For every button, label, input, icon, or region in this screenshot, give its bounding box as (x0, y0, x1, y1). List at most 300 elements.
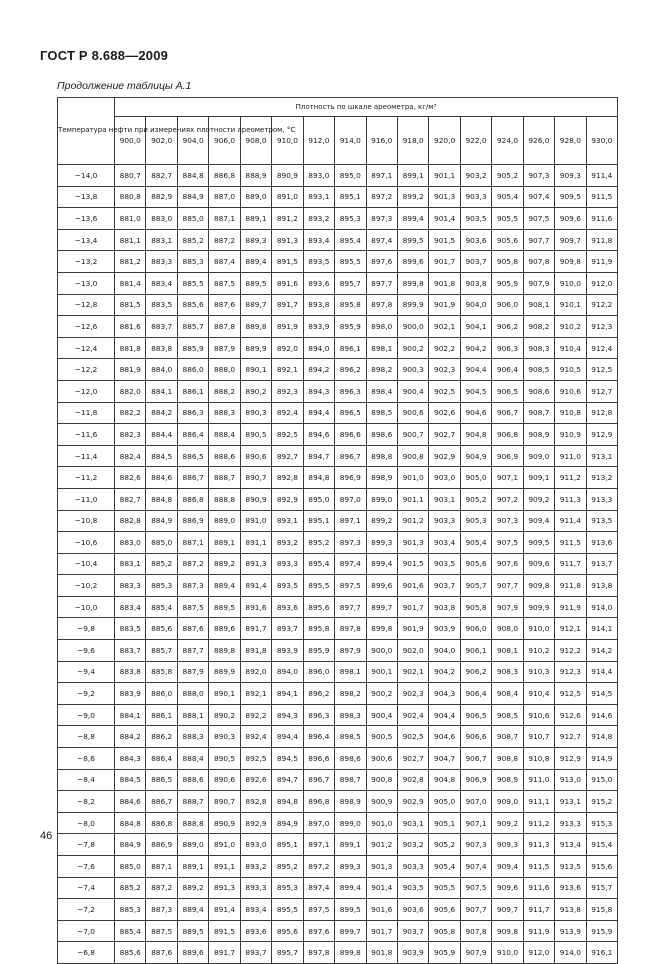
density-cell: 915,3 (586, 812, 617, 834)
density-cell: 915,9 (586, 920, 617, 942)
density-cell: 908,8 (492, 748, 523, 770)
density-cell: 885,6 (177, 294, 208, 316)
density-cell: 913,1 (586, 445, 617, 467)
density-cell: 906,6 (460, 726, 491, 748)
density-cell: 905,3 (460, 510, 491, 532)
density-cell: 900,7 (397, 424, 428, 446)
density-cell: 883,7 (115, 640, 146, 662)
density-cell: 883,5 (146, 294, 177, 316)
density-cell: 890,9 (209, 812, 240, 834)
density-cell: 914,5 (586, 683, 617, 705)
density-cell: 913,0 (555, 769, 586, 791)
density-cell: 909,2 (492, 812, 523, 834)
density-cell: 912,1 (555, 618, 586, 640)
density-cell: 889,2 (209, 553, 240, 575)
density-cell: 897,2 (366, 186, 397, 208)
density-cell: 899,8 (335, 942, 366, 964)
density-cell: 885,5 (177, 272, 208, 294)
density-cell: 891,1 (240, 532, 271, 554)
density-cell: 911,8 (555, 575, 586, 597)
density-cell: 895,5 (303, 575, 334, 597)
density-cell: 891,1 (209, 856, 240, 878)
density-cell: 894,8 (303, 467, 334, 489)
density-cell: 904,2 (429, 661, 460, 683)
density-cell: 895,8 (335, 294, 366, 316)
table-row (58, 575, 618, 597)
density-cell: 911,2 (555, 467, 586, 489)
density-cell: 904,2 (460, 337, 491, 359)
density-cell: 909,3 (492, 834, 523, 856)
density-cell: 909,1 (523, 467, 554, 489)
density-cell: 897,1 (303, 834, 334, 856)
density-cell: 897,4 (366, 229, 397, 251)
density-cell: 892,5 (272, 424, 303, 446)
density-cell: 912,3 (586, 316, 617, 338)
table-row (58, 769, 618, 791)
density-cell: 913,9 (555, 920, 586, 942)
density-cell: 892,2 (240, 704, 271, 726)
density-cell: 906,9 (492, 445, 523, 467)
density-cell: 903,1 (429, 488, 460, 510)
density-cell: 900,6 (397, 402, 428, 424)
density-cell: 887,6 (146, 942, 177, 964)
density-cell: 885,2 (177, 229, 208, 251)
density-cell: 915,6 (586, 856, 617, 878)
density-cell: 895,2 (303, 532, 334, 554)
density-cell: 903,3 (429, 510, 460, 532)
density-cell: 896,9 (335, 467, 366, 489)
density-cell: 892,0 (240, 661, 271, 683)
density-cell: 907,5 (523, 208, 554, 230)
density-cell: 887,4 (209, 251, 240, 273)
density-cell: 893,6 (303, 272, 334, 294)
density-column-header: 922,0 (460, 117, 491, 165)
density-cell: 889,5 (177, 920, 208, 942)
density-cell: 895,5 (335, 251, 366, 273)
density-cell: 910,6 (523, 704, 554, 726)
density-cell: 889,5 (209, 596, 240, 618)
density-cell: 885,3 (146, 575, 177, 597)
density-cell: 895,0 (303, 488, 334, 510)
density-cell: 904,8 (429, 769, 460, 791)
density-cell: 886,4 (146, 748, 177, 770)
density-cell: 893,7 (240, 942, 271, 964)
density-cell: 905,8 (429, 920, 460, 942)
density-column-header: 900,0 (115, 117, 146, 165)
density-cell: 891,6 (272, 272, 303, 294)
density-cell: 911,9 (586, 251, 617, 273)
density-cell: 911,1 (523, 791, 554, 813)
density-cell: 897,9 (335, 640, 366, 662)
density-cell: 890,2 (209, 704, 240, 726)
density-cell: 901,8 (429, 272, 460, 294)
density-cell: 899,0 (366, 488, 397, 510)
density-cell: 898,6 (366, 424, 397, 446)
density-cell: 901,2 (397, 510, 428, 532)
density-cell: 899,3 (366, 532, 397, 554)
temperature-cell: −9,4 (58, 661, 115, 683)
density-cell: 902,9 (429, 445, 460, 467)
density-cell: 902,0 (397, 640, 428, 662)
density-cell: 907,8 (523, 251, 554, 273)
density-cell: 894,0 (272, 661, 303, 683)
density-cell: 893,9 (303, 316, 334, 338)
density-cell: 889,1 (177, 856, 208, 878)
density-cell: 886,7 (146, 791, 177, 813)
density-cell: 896,4 (303, 726, 334, 748)
table-row (58, 359, 618, 381)
density-cell: 883,3 (115, 575, 146, 597)
density-cell: 893,8 (303, 294, 334, 316)
density-cell: 908,7 (523, 402, 554, 424)
density-cell: 888,8 (209, 488, 240, 510)
density-cell: 890,1 (240, 359, 271, 381)
density-cell: 898,1 (335, 661, 366, 683)
density-cell: 892,8 (240, 791, 271, 813)
density-cell: 893,4 (240, 899, 271, 921)
temperature-cell: −11,0 (58, 488, 115, 510)
density-cell: 901,2 (366, 834, 397, 856)
density-cell: 897,7 (366, 272, 397, 294)
table-row (58, 640, 618, 662)
density-cell: 887,7 (177, 640, 208, 662)
density-cell: 890,1 (209, 683, 240, 705)
density-cell: 895,7 (335, 272, 366, 294)
temperature-cell: −14,0 (58, 165, 115, 187)
density-cell: 900,0 (366, 640, 397, 662)
density-cell: 902,1 (397, 661, 428, 683)
density-cell: 888,4 (177, 748, 208, 770)
density-column-header: 924,0 (492, 117, 523, 165)
density-cell: 884,8 (115, 812, 146, 834)
density-cell: 887,5 (146, 920, 177, 942)
density-cell: 887,5 (209, 272, 240, 294)
density-cell: 903,6 (397, 899, 428, 921)
density-cell: 883,1 (146, 229, 177, 251)
density-cell: 891,5 (272, 251, 303, 273)
temperature-cell: −8,2 (58, 791, 115, 813)
density-cell: 910,7 (523, 726, 554, 748)
density-cell: 888,6 (209, 445, 240, 467)
density-cell: 905,4 (429, 856, 460, 878)
density-cell: 894,8 (272, 791, 303, 813)
table-row (58, 165, 618, 187)
density-cell: 902,2 (429, 337, 460, 359)
density-cell: 908,3 (492, 661, 523, 683)
density-cell: 908,9 (492, 769, 523, 791)
density-cell: 913,1 (555, 791, 586, 813)
temperature-cell: −9,6 (58, 640, 115, 662)
density-cell: 914,4 (586, 661, 617, 683)
density-cell: 902,3 (429, 359, 460, 381)
density-cell: 912,2 (586, 294, 617, 316)
density-cell: 892,6 (240, 769, 271, 791)
density-cell: 900,5 (366, 726, 397, 748)
density-cell: 901,6 (397, 575, 428, 597)
density-cell: 906,7 (492, 402, 523, 424)
density-cell: 893,3 (272, 553, 303, 575)
density-cell: 912,0 (586, 272, 617, 294)
density-cell: 907,8 (460, 920, 491, 942)
density-cell: 888,8 (177, 812, 208, 834)
density-cell: 883,4 (146, 272, 177, 294)
density-cell: 896,6 (335, 424, 366, 446)
density-cell: 885,9 (177, 337, 208, 359)
density-cell: 893,5 (303, 251, 334, 273)
density-cell: 902,7 (397, 748, 428, 770)
density-cell: 910,9 (555, 424, 586, 446)
density-cell: 896,5 (335, 402, 366, 424)
density-cell: 911,4 (586, 165, 617, 187)
density-cell: 901,3 (366, 856, 397, 878)
density-cell: 897,8 (303, 942, 334, 964)
document-title: ГОСТ Р 8.688—2009 (40, 48, 169, 63)
density-cell: 897,8 (366, 294, 397, 316)
density-cell: 885,0 (177, 208, 208, 230)
density-cell: 909,8 (555, 251, 586, 273)
density-cell: 891,0 (272, 186, 303, 208)
density-cell: 909,7 (492, 899, 523, 921)
temperature-cell: −11,2 (58, 467, 115, 489)
density-cell: 907,2 (492, 488, 523, 510)
density-cell: 896,6 (303, 748, 334, 770)
density-cell: 897,5 (303, 899, 334, 921)
density-cell: 884,5 (146, 445, 177, 467)
density-cell: 901,3 (397, 532, 428, 554)
density-cell: 894,9 (272, 812, 303, 834)
density-cell: 889,8 (240, 316, 271, 338)
density-cell: 881,8 (115, 337, 146, 359)
density-cell: 888,0 (209, 359, 240, 381)
temperature-cell: −6,8 (58, 942, 115, 964)
density-cell: 916,1 (586, 942, 617, 964)
density-cell: 906,7 (460, 748, 491, 770)
table-row (58, 834, 618, 856)
density-cell: 909,0 (492, 791, 523, 813)
density-cell: 905,8 (492, 251, 523, 273)
density-cell: 898,5 (335, 726, 366, 748)
density-cell: 914,6 (586, 704, 617, 726)
density-cell: 885,7 (177, 316, 208, 338)
density-cell: 886,8 (209, 165, 240, 187)
density-cell: 892,4 (272, 402, 303, 424)
density-cell: 913,5 (555, 856, 586, 878)
density-cell: 900,6 (366, 748, 397, 770)
density-cell: 908,9 (523, 424, 554, 446)
density-cell: 912,9 (555, 748, 586, 770)
density-cell: 880,8 (115, 186, 146, 208)
density-cell: 903,5 (460, 208, 491, 230)
density-cell: 892,8 (272, 467, 303, 489)
density-cell: 884,1 (115, 704, 146, 726)
density-cell: 914,1 (586, 618, 617, 640)
density-cell: 908,3 (523, 337, 554, 359)
density-cell: 899,8 (366, 618, 397, 640)
temperature-cell: −10,4 (58, 553, 115, 575)
density-cell: 891,4 (240, 575, 271, 597)
density-cell: 907,4 (460, 856, 491, 878)
density-cell: 906,2 (460, 661, 491, 683)
density-cell: 892,3 (272, 380, 303, 402)
density-cell: 884,5 (115, 769, 146, 791)
density-cell: 902,4 (397, 704, 428, 726)
density-cell: 887,2 (209, 229, 240, 251)
temperature-cell: −8,0 (58, 812, 115, 834)
density-cell: 898,7 (335, 769, 366, 791)
density-cell: 902,5 (429, 380, 460, 402)
density-cell: 894,4 (272, 726, 303, 748)
density-cell: 900,9 (366, 791, 397, 813)
density-cell: 911,8 (586, 229, 617, 251)
table-row (58, 877, 618, 899)
density-cell: 909,5 (523, 532, 554, 554)
density-cell: 906,5 (492, 380, 523, 402)
density-cell: 901,8 (366, 942, 397, 964)
density-cell: 895,0 (335, 165, 366, 187)
density-cell: 902,5 (397, 726, 428, 748)
density-cell: 895,1 (303, 510, 334, 532)
density-cell: 881,9 (115, 359, 146, 381)
density-cell: 882,2 (115, 402, 146, 424)
density-cell: 883,0 (146, 208, 177, 230)
density-cell: 914,9 (586, 748, 617, 770)
density-cell: 897,3 (335, 532, 366, 554)
density-cell: 896,7 (303, 769, 334, 791)
density-cell: 885,3 (115, 899, 146, 921)
density-cell: 891,0 (240, 510, 271, 532)
density-cell: 888,3 (177, 726, 208, 748)
density-cell: 883,0 (115, 532, 146, 554)
density-cell: 913,6 (555, 877, 586, 899)
density-cell: 887,0 (209, 186, 240, 208)
density-cell: 913,4 (555, 834, 586, 856)
density-cell: 899,4 (366, 553, 397, 575)
density-column-header: 914,0 (335, 117, 366, 165)
density-cell: 897,4 (303, 877, 334, 899)
table-row (58, 337, 618, 359)
table-row (58, 748, 618, 770)
density-cell: 899,6 (397, 251, 428, 273)
density-cell: 912,5 (586, 359, 617, 381)
density-column-header: 902,0 (146, 117, 177, 165)
density-cell: 888,3 (209, 402, 240, 424)
density-cell: 886,1 (177, 380, 208, 402)
table-row (58, 488, 618, 510)
density-cell: 895,1 (335, 186, 366, 208)
density-cell: 887,5 (177, 596, 208, 618)
density-cell: 911,6 (586, 208, 617, 230)
density-cell: 890,7 (240, 467, 271, 489)
density-cell: 900,1 (366, 661, 397, 683)
density-cell: 899,1 (397, 165, 428, 187)
density-cell: 898,2 (335, 683, 366, 705)
density-cell: 901,0 (366, 812, 397, 834)
density-cell: 907,0 (460, 791, 491, 813)
density-cell: 900,8 (366, 769, 397, 791)
density-cell: 907,7 (492, 575, 523, 597)
density-cell: 904,6 (460, 402, 491, 424)
density-cell: 884,9 (115, 834, 146, 856)
density-cell: 886,9 (177, 510, 208, 532)
density-cell: 894,2 (303, 359, 334, 381)
density-cell: 901,5 (397, 553, 428, 575)
density-cell: 911,5 (523, 856, 554, 878)
density-cell: 895,1 (272, 834, 303, 856)
density-cell: 880,7 (115, 165, 146, 187)
density-column-header: 904,0 (177, 117, 208, 165)
table-row (58, 553, 618, 575)
density-cell: 890,3 (240, 402, 271, 424)
table-row (58, 942, 618, 964)
density-column-header: 928,0 (555, 117, 586, 165)
density-cell: 887,2 (146, 877, 177, 899)
density-cell: 912,8 (586, 402, 617, 424)
density-column-header: 910,0 (272, 117, 303, 165)
density-cell: 887,9 (177, 661, 208, 683)
density-cell: 883,8 (115, 661, 146, 683)
density-cell: 907,3 (523, 165, 554, 187)
density-cell: 886,2 (146, 726, 177, 748)
density-cell: 908,5 (523, 359, 554, 381)
density-cell: 888,4 (209, 424, 240, 446)
table-row (58, 791, 618, 813)
density-cell: 885,4 (146, 596, 177, 618)
density-cell: 888,2 (209, 380, 240, 402)
density-cell: 884,6 (146, 467, 177, 489)
density-cell: 886,8 (146, 812, 177, 834)
density-cell: 913,3 (586, 488, 617, 510)
density-column-header: 918,0 (397, 117, 428, 165)
density-cell: 889,4 (209, 575, 240, 597)
temperature-cell: −13,6 (58, 208, 115, 230)
density-cell: 889,3 (240, 229, 271, 251)
density-column-header: 926,0 (523, 117, 554, 165)
density-cell: 887,3 (177, 575, 208, 597)
density-cell: 883,8 (146, 337, 177, 359)
density-cell: 895,4 (303, 553, 334, 575)
density-cell: 906,1 (460, 640, 491, 662)
density-cell: 905,6 (492, 229, 523, 251)
density-cell: 889,9 (240, 337, 271, 359)
density-cell: 903,7 (460, 251, 491, 273)
table-caption: Продолжение таблицы А.1 (57, 80, 192, 92)
density-cell: 899,5 (335, 899, 366, 921)
density-cell: 887,6 (209, 294, 240, 316)
density-cell: 886,0 (177, 359, 208, 381)
density-cell: 910,0 (492, 942, 523, 964)
temperature-cell: −11,8 (58, 402, 115, 424)
density-cell: 883,7 (146, 316, 177, 338)
density-cell: 907,9 (523, 272, 554, 294)
density-cell: 901,7 (397, 596, 428, 618)
density-cell: 912,3 (555, 661, 586, 683)
density-cell: 882,7 (146, 165, 177, 187)
density-cell: 883,4 (115, 596, 146, 618)
temperature-cell: −13,2 (58, 251, 115, 273)
density-cell: 904,1 (460, 316, 491, 338)
density-cell: 897,4 (335, 553, 366, 575)
density-column-header: 916,0 (366, 117, 397, 165)
density-cell: 881,1 (115, 229, 146, 251)
density-cell: 910,6 (555, 380, 586, 402)
density-cell: 884,0 (146, 359, 177, 381)
density-cell: 882,7 (115, 488, 146, 510)
density-cell: 899,2 (397, 186, 428, 208)
density-cell: 893,2 (303, 208, 334, 230)
density-cell: 893,1 (272, 510, 303, 532)
density-cell: 912,5 (555, 683, 586, 705)
density-cell: 905,9 (429, 942, 460, 964)
